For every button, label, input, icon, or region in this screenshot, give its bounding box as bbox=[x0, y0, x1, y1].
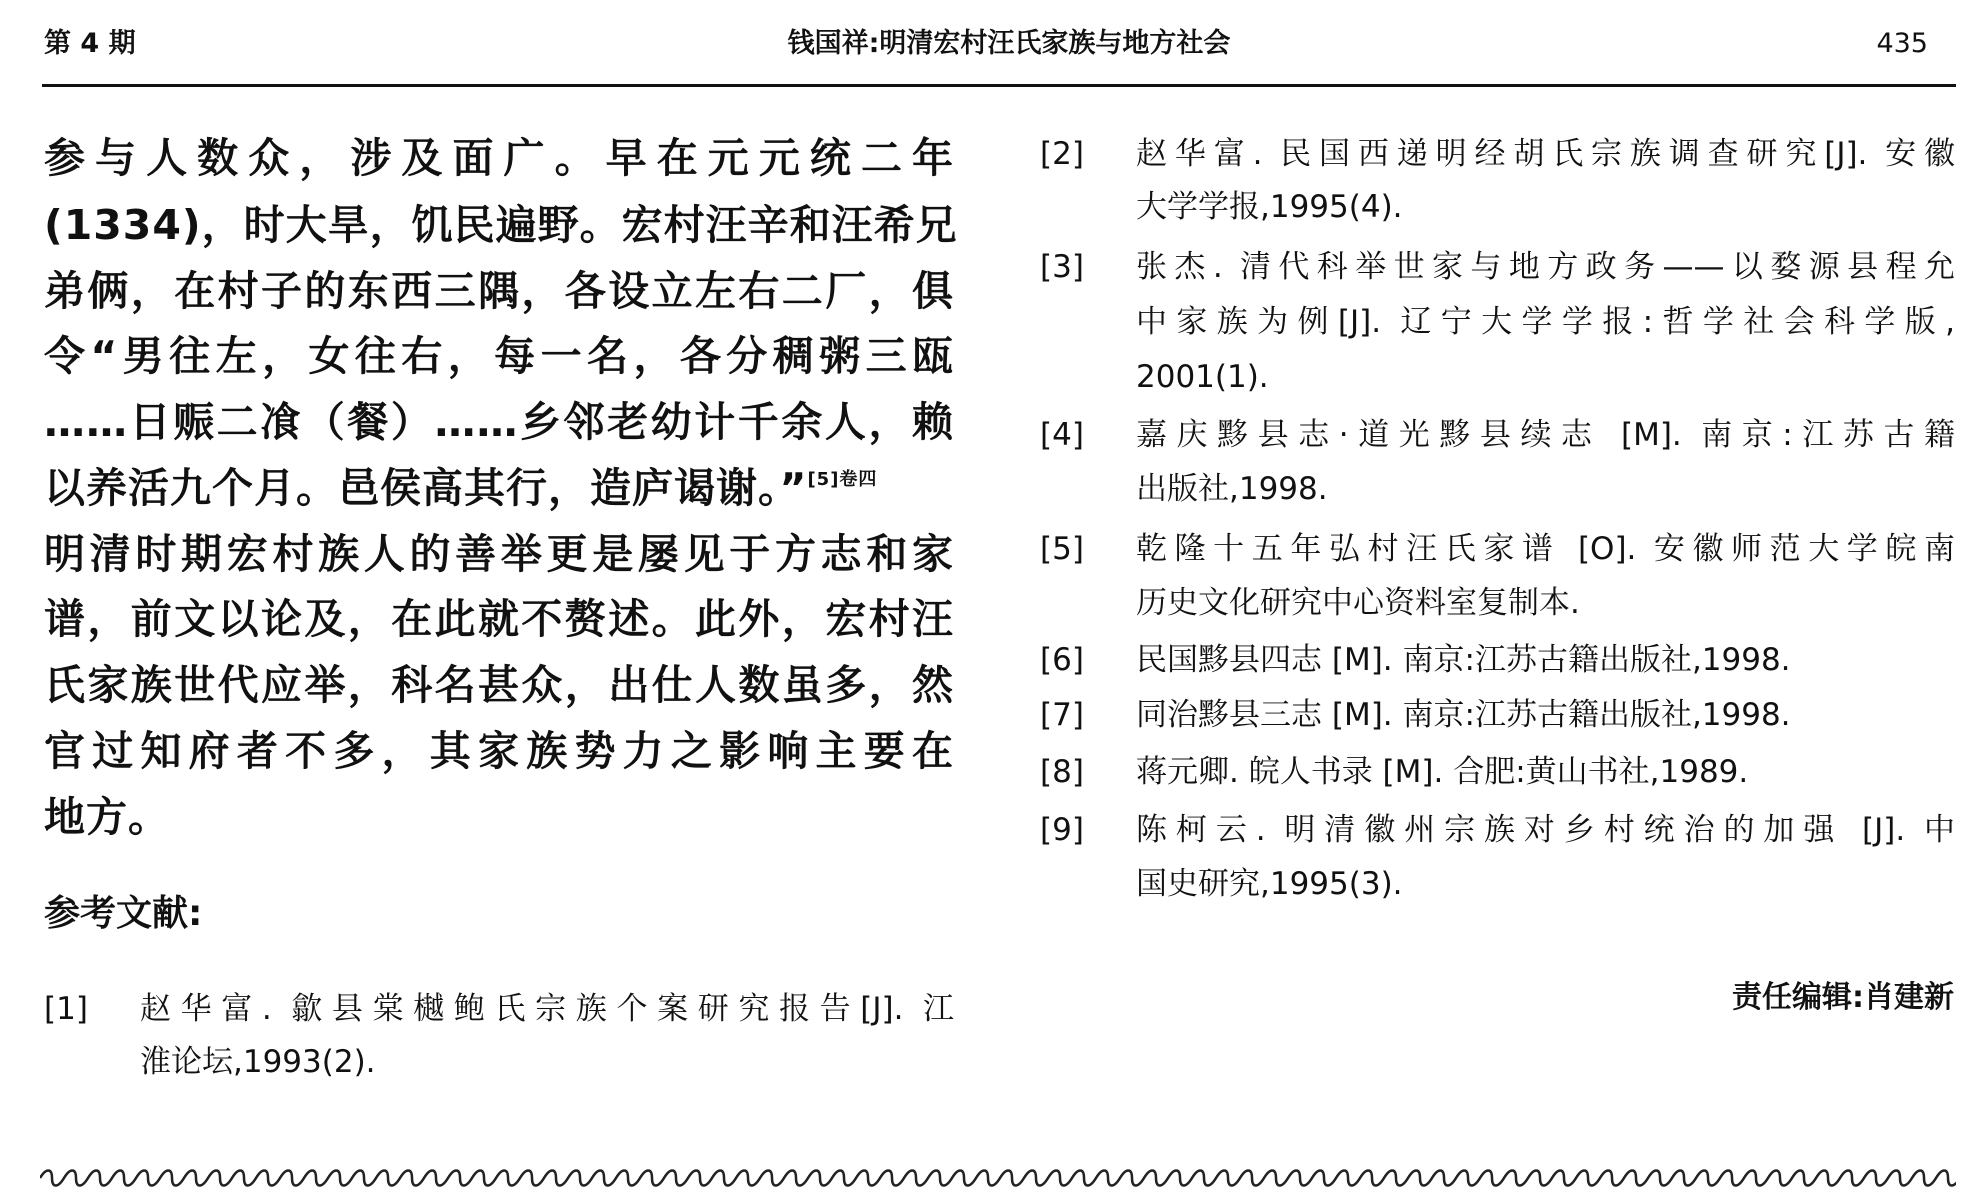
reference-text: 2001(1). bbox=[1136, 359, 1269, 395]
reference-text: 陈柯云. 明清徽州宗族对乡村统治的加强 [J]. 中 bbox=[1136, 812, 1955, 848]
body-line bbox=[44, 792, 954, 842]
reference-number: [4] bbox=[1040, 417, 1084, 453]
body-line bbox=[44, 133, 954, 183]
page-number: 435 bbox=[1876, 28, 1928, 59]
reference-text: 赵华富. 民国西递明经胡氏宗族调查研究[J]. 安徽 bbox=[1136, 136, 1955, 172]
running-title: 钱国祥:明清宏村汪氏家族与地方社会 bbox=[787, 28, 1231, 59]
reference-text: 同治黟县三志 [M]. 南京:江苏古籍出版社,1998. bbox=[1136, 697, 1791, 733]
reference-number: [9] bbox=[1040, 812, 1084, 848]
decorative-border bbox=[40, 1168, 1956, 1188]
body-line-text: ……日赈二飡（餐）……乡邻老幼计千余人，赖 bbox=[44, 398, 954, 446]
body-line-text: 以养活九个月。邑侯高其行，造庐谒谢。” bbox=[44, 464, 808, 512]
body-line bbox=[44, 397, 954, 447]
reference-number: [8] bbox=[1040, 754, 1084, 790]
reference-text: 出版社,1998. bbox=[1136, 471, 1328, 507]
reference-text: 中家族为例[J]. 辽宁大学学报:哲学社会科学版, bbox=[1136, 304, 1955, 340]
reference-number: [7] bbox=[1040, 697, 1084, 733]
body-line-text: 谱，前文以论及，在此就不赘述。此外，宏村汪 bbox=[44, 595, 954, 643]
reference-number: [3] bbox=[1040, 249, 1084, 285]
body-line-text: 弟俩，在村子的东西三隅，各设立左右二厂，俱 bbox=[44, 267, 954, 315]
references-heading: 参考文献: bbox=[44, 893, 203, 934]
body-line-text: 官过知府者不多，其家族势力之影响主要在 bbox=[44, 727, 954, 775]
reference-text: 张杰. 清代科举世家与地方政务——以婺源县程允 bbox=[1136, 249, 1955, 285]
reference-number: [5] bbox=[1040, 531, 1084, 567]
reference-text: 淮论坛,1993(2). bbox=[140, 1044, 376, 1080]
body-line bbox=[44, 660, 954, 710]
body-line-text: 氏家族世代应举，科名甚众，出仕人数虽多，然 bbox=[44, 661, 954, 709]
body-line bbox=[44, 200, 958, 250]
reference-text: 乾隆十五年弘村汪氏家谱 [O]. 安徽师范大学皖南 bbox=[1136, 531, 1955, 567]
citation-superscript: [5]卷四 bbox=[807, 469, 878, 490]
body-line-text: 参与人数众，涉及面广。早在元元统二年 bbox=[44, 134, 954, 182]
body-line-text: (1334)，时大旱，饥民遍野。宏村汪辛和汪希兄 bbox=[44, 201, 958, 249]
reference-text: 大学学报,1995(4). bbox=[1136, 189, 1403, 225]
reference-text: 赵华富. 歙县棠樾鲍氏宗族个案研究报告[J]. 江 bbox=[140, 991, 954, 1027]
body-line bbox=[44, 331, 954, 381]
reference-text: 蒋元卿. 皖人书录 [M]. 合肥:黄山书社,1989. bbox=[1136, 754, 1749, 790]
body-line bbox=[44, 463, 954, 513]
header-rule bbox=[42, 84, 1956, 87]
body-line-text: 明清时期宏村族人的善举更是屡见于方志和家 bbox=[44, 530, 954, 578]
reference-text: 国史研究,1995(3). bbox=[1136, 866, 1403, 902]
body-line bbox=[44, 594, 954, 644]
issue-label: 第 4 期 bbox=[44, 28, 136, 59]
body-line bbox=[44, 726, 954, 776]
reference-number: [1] bbox=[44, 991, 88, 1027]
body-line bbox=[44, 266, 954, 316]
body-line-text: 令“男往左，女往右，每一名，各分稠粥三瓯 bbox=[44, 332, 954, 380]
wave-ornament bbox=[40, 1171, 1956, 1186]
reference-number: [6] bbox=[1040, 642, 1084, 678]
reference-text: 嘉庆黟县志·道光黟县续志 [M]. 南京:江苏古籍 bbox=[1136, 417, 1955, 453]
reference-text: 历史文化研究中心资料室复制本. bbox=[1136, 585, 1580, 621]
body-line bbox=[44, 529, 954, 579]
editor-credit: 责任编辑:肖建新 bbox=[1732, 980, 1954, 1015]
reference-number: [2] bbox=[1040, 136, 1084, 172]
reference-text: 民国黟县四志 [M]. 南京:江苏古籍出版社,1998. bbox=[1136, 642, 1791, 678]
body-line-text: 地方。 bbox=[44, 793, 170, 841]
